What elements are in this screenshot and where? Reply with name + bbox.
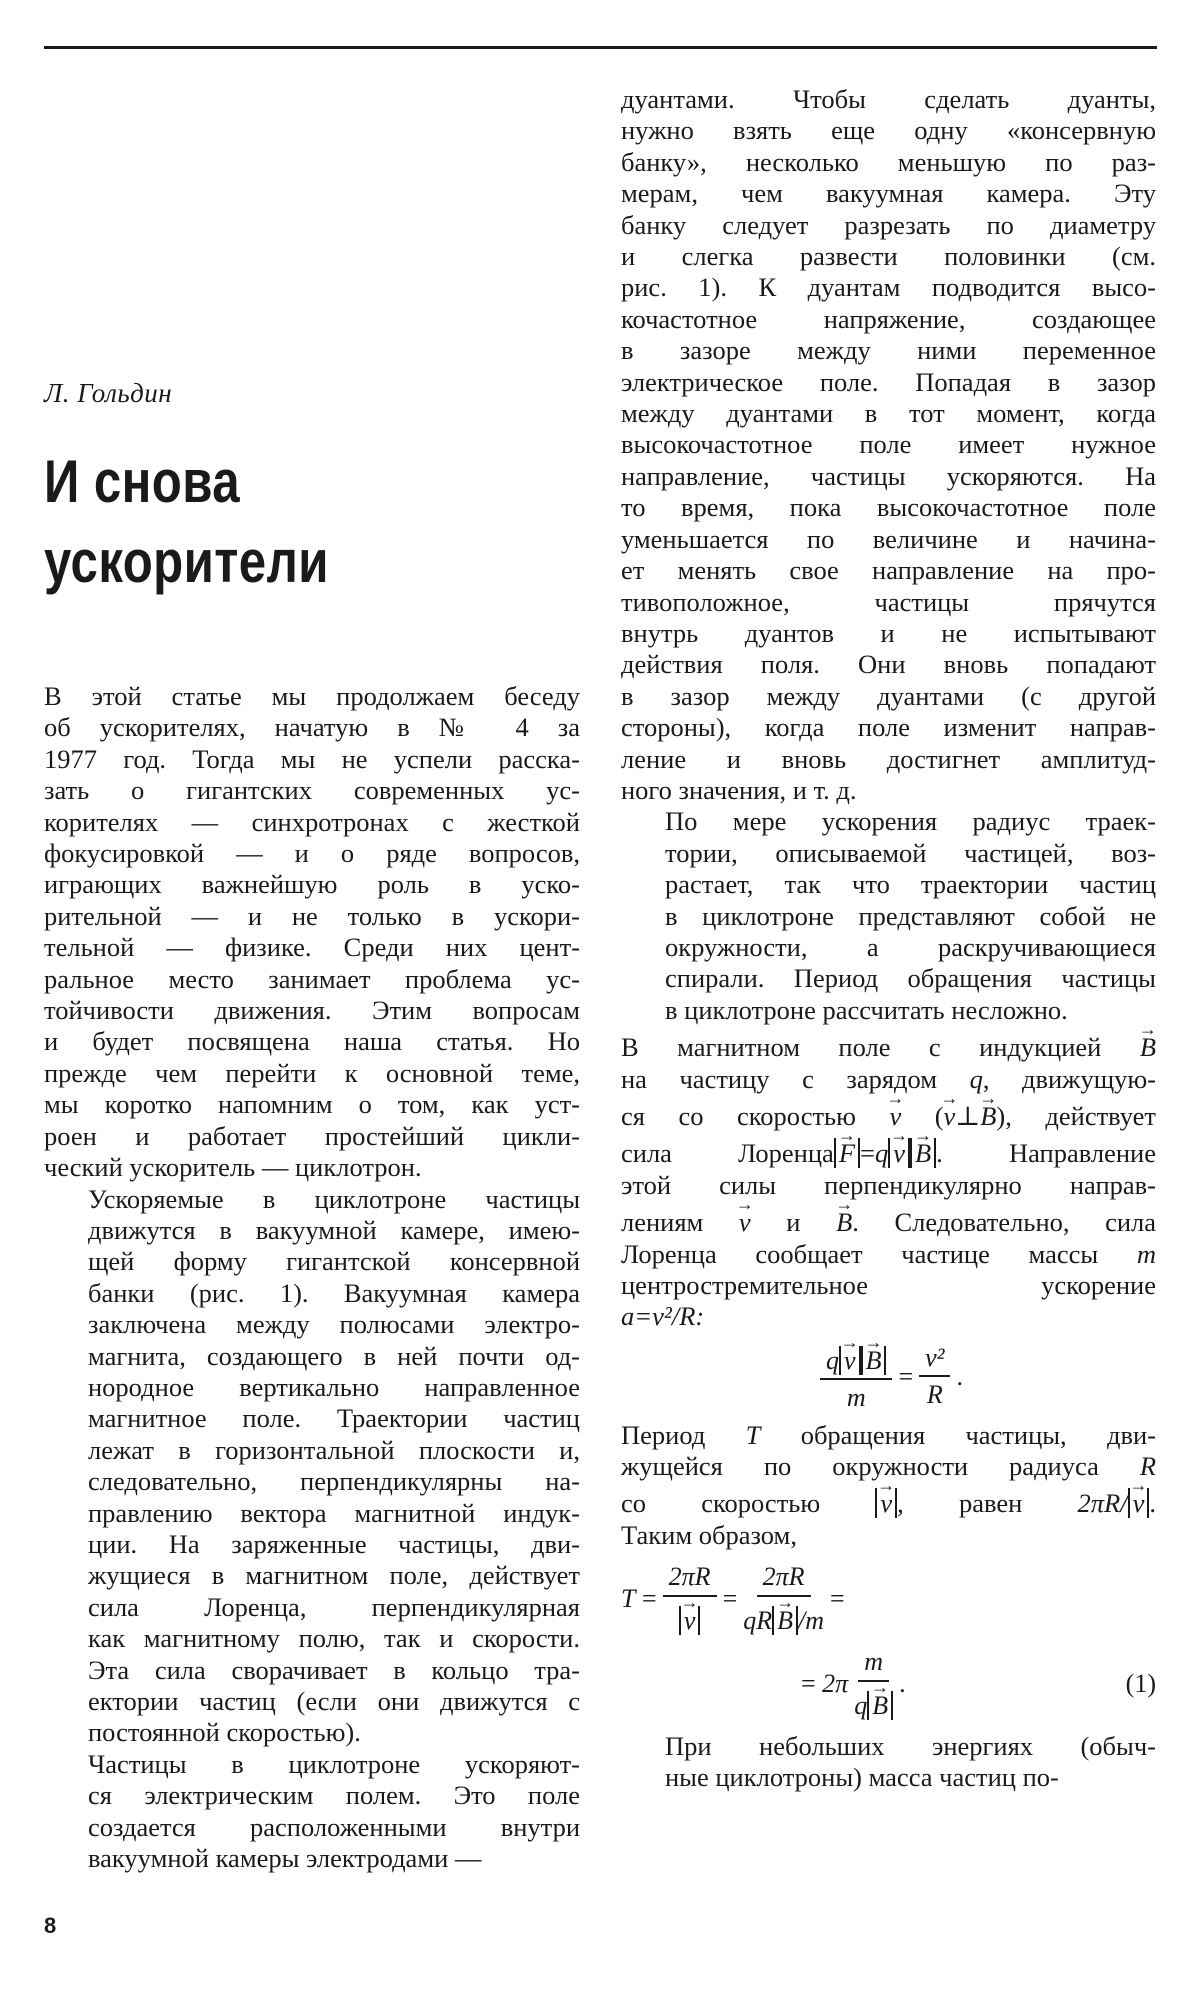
text-line: мерам, чем вакуумная камера. Эту [621,178,1156,209]
text-line: постоянной скоростью). [88,1717,361,1748]
text-line: В этой статье мы продолжаем беседу [44,681,580,711]
text-line: и слегка развести половинки (см. [621,241,1156,272]
text-line: дуантами. Чтобы сделать дуанты, [621,84,1156,114]
text-line: то время, пока высокочастотное поле [621,492,1156,523]
text-line: По мере ускорения радиус траек- [665,806,1156,837]
text-line: зать о гигантских современных ус- [44,775,580,806]
text-line: корителях — синхротронах с жесткой [44,806,580,837]
paragraph [44,681,580,1184]
text-line: центростремительное ускорение [621,1270,1156,1301]
text-line: фокусировкой — и о ряде вопросов, [44,838,580,869]
text-line: банку», несколько меньшую по раз- [621,146,1156,177]
left-column [44,681,580,1874]
paragraph [44,1749,580,1875]
text-line: этой силы перпендикулярно направ- [621,1169,1156,1200]
text-line: в зазор между дуантами (с другой [621,680,1156,711]
author-name: Л. Гольдин [44,378,173,408]
text-line: в циклотроне рассчитать несложно. [665,994,1068,1025]
text-line: в циклотроне представляют собой не [665,900,1156,931]
page-number: 8 [44,1913,57,1938]
text-line: жущиеся в магнитном поле, действует [88,1560,580,1591]
formula-centripetal: $\frac{q\to v\to B}{m}$ = $\frac{\text{v²}}{R}$ . [621,1339,1156,1414]
text-line: В магнитном поле с индукцией → B [621,1026,1156,1063]
text-line: жущейся по окружности радиуса R [621,1451,1157,1482]
text-line: внутрь дуантов и не испытывают [621,617,1156,648]
text-line: высокочастотное поле имеет нужное [621,429,1156,460]
text-line: следовательно, перпендикулярны на- [88,1466,580,1497]
text-line: банку следует разрезать по диаметру [621,209,1156,240]
text-line: стороны), когда поле изменит направ- [621,712,1156,743]
text-line: Эта сила сворачивает в кольцо тра- [88,1654,580,1685]
text-line: тельной — физике. Среди них цент- [44,932,580,963]
text-line: банки (рис. 1). Вакуумная камера [88,1277,580,1308]
text-line: в зазоре между ними переменное [621,335,1156,366]
text-line: Ускоряемые в циклотроне частицы [88,1183,580,1214]
title-line-2: ускорители [44,528,329,595]
text-line: прежде чем перейти к основной теме, [44,1057,580,1088]
text-line: сила Лоренца, перпендикулярная [88,1591,580,1622]
formula-period: T = 2πR → v = $\frac{2\pi R}{qR\to B /m}$ = [621,1561,1156,1636]
text-line: мы коротко напомним о том, как уст- [44,1089,580,1120]
text-line: ся электрическим полем. Это поле [88,1780,580,1811]
text-line: правлению вектора магнитной индук- [88,1497,580,1528]
text-line: a=v²/R: [621,1301,705,1332]
text-line: электрическое поле. Попадая в зазор [621,366,1156,397]
text-line: 1977 год. Тогда мы не успели расска- [44,743,580,774]
article-title [44,442,470,602]
text-line: Таким образом, [621,1519,797,1550]
paragraph-lorentz [621,1026,1156,1333]
equation-number: (1) [1125,1668,1156,1698]
text-line: сила Лоренца→ F =q→ v→ B . Направление [621,1132,1156,1169]
text-line: заключена между полюсами электро- [88,1309,580,1340]
text-line: Частицы в циклотроне ускоряют- [88,1748,580,1779]
text-line: Период T обращения частицы, дви- [621,1419,1156,1450]
text-line: об ускорителях, начатую в № 4 за [44,712,580,743]
paragraph [621,84,1156,806]
text-line: растает, так что траектории частиц [665,869,1156,900]
text-line: вакуумной камеры электродами — [88,1843,482,1874]
right-column [621,84,1156,1794]
top-rule [44,46,1157,49]
text-line: тойчивости движения. Этим вопросам [44,995,580,1026]
text-line: ческий ускоритель — циклотрон. [44,1152,422,1183]
text-line: рительной — и не только в ускори- [44,900,580,931]
text-line: движутся в вакуумной камере, имею- [88,1214,580,1245]
text-line: ектории частиц (если они движутся с [88,1686,580,1716]
paragraph [621,1731,1156,1794]
formula-period-result: = 2π $\frac{m}{q\to B}$ . (1) [621,1646,1156,1721]
text-line: магнитное поле. Траектории частиц [88,1403,580,1434]
text-line: и будет посвящена наша статья. Но [44,1026,580,1057]
text-line: как магнитному полю, так и скорости. [88,1623,580,1654]
text-line: роен и работает простейший цикли- [44,1120,580,1151]
text-line: ление и вновь достигнет амплитуд- [621,743,1156,774]
text-line: При небольших энергиях (обыч- [665,1730,1156,1761]
text-line: ного значения, и т. д. [621,774,857,805]
text-line: играющих важнейшую роль в уско- [44,869,580,900]
text-line: рис. 1). К дуантам подводится высо- [621,272,1156,303]
text-line: ет менять свое направление на про- [621,555,1156,586]
text-line: ции. На заряженные частицы, дви- [88,1528,580,1559]
text-line: кочастотное напряжение, создающее [621,303,1156,334]
text-line: создается расположенными внутри [88,1811,580,1842]
text-line: тории, описываемой частицей, воз- [665,837,1156,868]
text-line: магнита, создающего в ней почти од- [88,1340,580,1371]
paragraph [621,806,1156,1026]
text-line: лежат в горизонтальной плоскости и, [88,1434,580,1465]
text-line: окружности, а раскручивающиеся [665,931,1156,962]
text-line: действия поля. Они вновь попадают [621,649,1156,680]
paragraph [44,1184,580,1749]
text-line: со скоростью → v , равен 2πR/→ v . [621,1482,1156,1519]
text-line: ные циклотроны) масса частиц по- [665,1762,1059,1793]
text-line: Лоренца сообщает частице массы m [621,1238,1156,1269]
text-line: нужно взять еще одну «консервную [621,115,1156,146]
text-line: направление, частицы ускоряются. На [621,460,1156,491]
text-line: щей форму гигантской консервной [88,1246,580,1277]
title-line-1: И снова [44,448,241,515]
text-line: нородное вертикально направленное [88,1371,580,1402]
text-line: лениям → v и → B. Следовательно, сила [621,1201,1156,1238]
text-line: тивоположное, частицы прячутся [621,586,1156,617]
text-line: ся со скоростью → v (→ v⊥→ B), действует [621,1095,1156,1132]
text-line: спирали. Период обращения частицы [665,963,1156,994]
paragraph-period [621,1420,1156,1552]
text-line: ральное место занимает проблема ус- [44,963,580,994]
text-line: на частицу с зарядом q, движущую- [621,1063,1157,1094]
text-line: между дуантами в тот момент, когда [621,398,1156,429]
text-line: уменьшается по величине и начина- [621,523,1156,554]
